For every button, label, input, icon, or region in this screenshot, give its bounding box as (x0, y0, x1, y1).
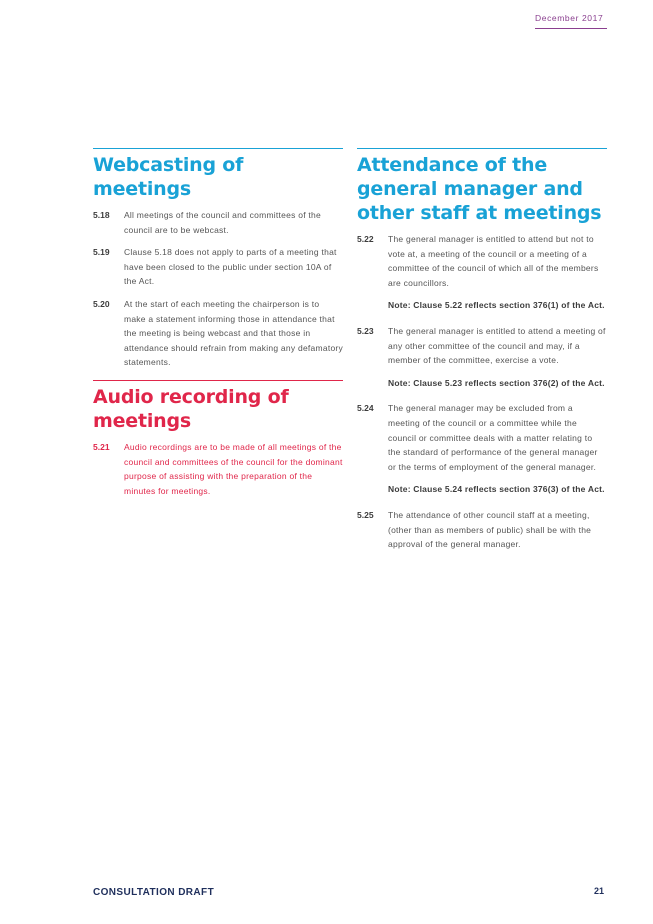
header-rule (535, 28, 607, 29)
clause-text: The general manager is entitled to attend but not to vote at, a meeting of the council or a meeting of a committee of the council of which all of the members are councillors. (388, 234, 599, 288)
clause-5-24 (357, 401, 607, 474)
attendance-heading: Attendance of the general manager and other staff at meetings (357, 154, 602, 224)
clause-text: At the start of each meeting the chairperson is to make a statement informing those in attendance that the meeting is being webcast and that those in attendance should refrain from making any defamatory statements. (124, 298, 344, 368)
section-rule (93, 380, 343, 381)
note-5-24: Note: Clause 5.24 reflects section 376(3) of the Act. (388, 484, 605, 495)
clause-number: 5.20 (93, 298, 110, 309)
note-5-23: Note: Clause 5.23 reflects section 376(2) of the Act. (388, 377, 605, 388)
audio-heading: Audio recording of meetings (93, 385, 289, 432)
clause-5-19 (93, 245, 343, 289)
page-number: 21 (594, 886, 605, 896)
clause-number: 5.23 (357, 325, 374, 336)
clause-number: 5.19 (93, 247, 110, 258)
section-rule (357, 148, 607, 149)
clause-5-22 (357, 232, 607, 290)
right-column (357, 148, 607, 560)
clause-number: 5.24 (357, 403, 374, 414)
header-date: December 2017 (535, 13, 604, 23)
left-column (93, 148, 343, 506)
clause-text: The general manager is entitled to attend a meeting of any other committee of the council and may, if a member of the committee, exercise a vote. (388, 325, 606, 366)
clause-number: 5.18 (93, 210, 110, 220)
clause-5-20 (93, 297, 343, 370)
note-5-22: Note: Clause 5.22 reflects section 376(1) of the Act. (388, 300, 605, 311)
clause-5-18 (93, 208, 343, 237)
clause-number: 5.21 (93, 441, 110, 452)
clause-text: The attendance of other council staff at a meeting, (other than as members of public) shall be with the approval of the general manager. (388, 509, 592, 550)
footer-label: CONSULTATION DRAFT (93, 887, 215, 898)
webcasting-heading: Webcasting of meetings (93, 154, 244, 200)
clause-text: Clause 5.18 does not apply to parts of a meeting that have been closed to the public under section 10A of the Act. (124, 247, 337, 287)
section-rule (93, 148, 343, 149)
clause-text: Audio recordings are to be made of all meetings of the council and committees of the council for the dominant purpose of assisting with the preparation of the minutes for meetings. (124, 441, 343, 496)
clause-text: All meetings of the council and committees of the council are to be webcast. (124, 210, 321, 235)
clause-5-21 (93, 440, 343, 498)
clause-5-25 (357, 508, 607, 552)
clause-text: The general manager may be excluded from a meeting of the council or a committee while the council or committee deals with a matter relating to the standard of performance of the general manager or the terms of employment of the general manager. (388, 403, 598, 472)
clause-5-23 (357, 324, 607, 368)
clause-number: 5.22 (357, 234, 374, 244)
clause-number: 5.25 (357, 509, 374, 520)
